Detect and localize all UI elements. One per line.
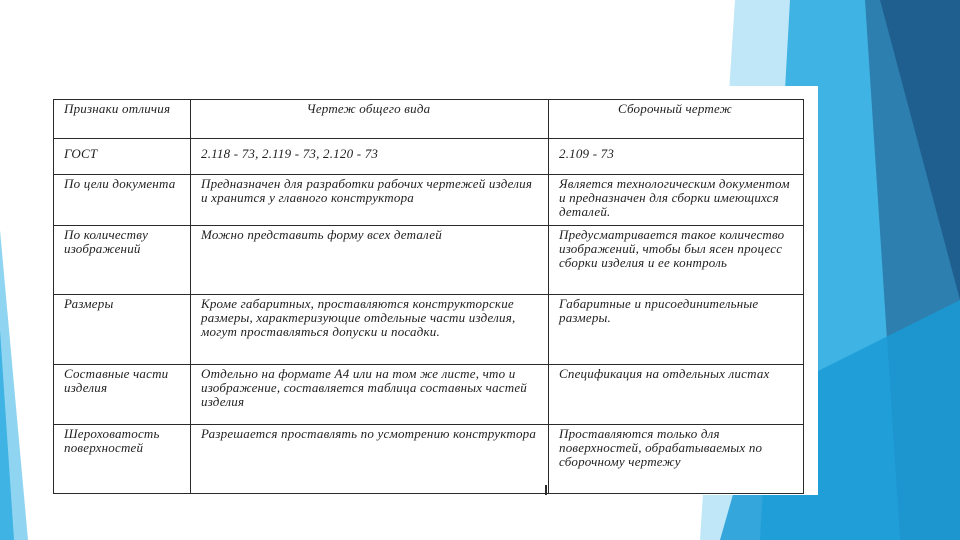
row-general-value: Отдельно на формате А4 или на том же листе, что и изображение, составляется таблица составных частей изделия <box>191 365 549 425</box>
row-assembly-value: Является технологическим документом и предназначен для сборки имеющихся деталей. <box>549 175 804 226</box>
row-general-value: Предназначен для разработки рабочих чертежей изделия и хранится у главного конструктора <box>191 175 549 226</box>
row-attribute: Размеры <box>54 295 191 365</box>
table-row <box>54 175 804 226</box>
row-attribute: По цели документа <box>54 175 191 226</box>
comparison-table <box>53 99 804 494</box>
row-general-value: Разрешается проставлять по усмотрению конструктора <box>191 425 549 494</box>
row-assembly-value: Проставляются только для поверхностей, обрабатываемых по сборочному чертежу <box>549 425 804 494</box>
row-general-value: Можно представить форму всех деталей <box>191 226 549 295</box>
table-row <box>54 226 804 295</box>
row-attribute: Составные части изделия <box>54 365 191 425</box>
row-assembly-value: 2.109 - 73 <box>549 139 804 175</box>
table-row <box>54 139 804 175</box>
header-assembly-drawing: Сборочный чертеж <box>549 100 804 139</box>
header-attribute: Признаки отличия <box>54 100 191 139</box>
row-general-value: 2.118 - 73, 2.119 - 73, 2.120 - 73 <box>191 139 549 175</box>
row-assembly-value: Предусматривается такое количество изображений, чтобы был ясен процесс сборки изделия и ее контроль <box>549 226 804 295</box>
table-row <box>54 365 804 425</box>
header-general-drawing: Чертеж общего вида <box>191 100 549 139</box>
row-attribute: ГОСТ <box>54 139 191 175</box>
table-divider-tail <box>545 485 547 495</box>
row-assembly-value: Спецификация на отдельных листах <box>549 365 804 425</box>
table-row <box>54 295 804 365</box>
table-row <box>54 425 804 494</box>
row-assembly-value: Габаритные и присоединительные размеры. <box>549 295 804 365</box>
row-general-value: Кроме габаритных, проставляются конструкторские размеры, характеризующие отдельные части изделия, могут проставляться допуски и посадки. <box>191 295 549 365</box>
table-header-row <box>54 100 804 139</box>
row-attribute: По количеству изображений <box>54 226 191 295</box>
row-attribute: Шероховатость поверхностей <box>54 425 191 494</box>
